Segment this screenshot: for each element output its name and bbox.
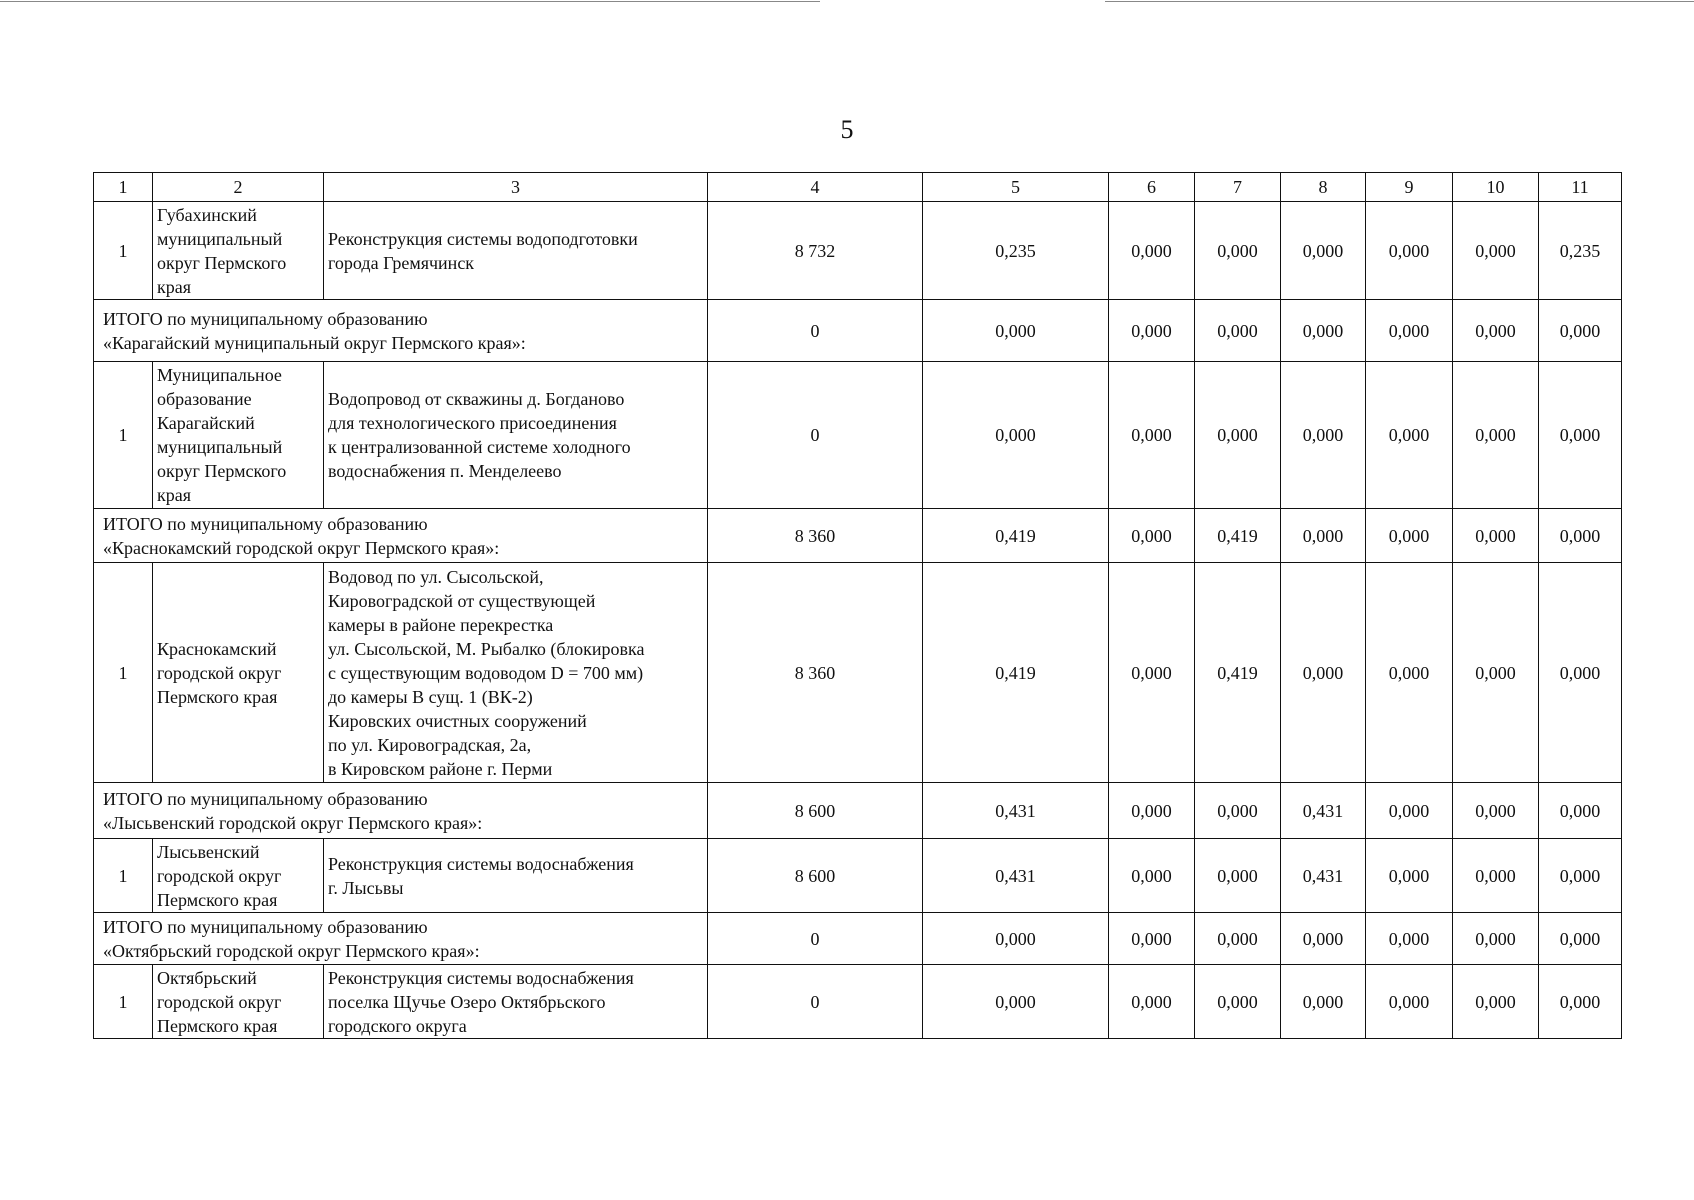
value-cell: 0,000 [1195, 202, 1281, 300]
municipality-cell [153, 965, 324, 1039]
project-cell [324, 839, 708, 913]
project-line: ул. Сысольской, М. Рыбалко (блокировка [328, 638, 645, 659]
total-label-line: «Лысьвенский городской округ Пермского края»: [103, 812, 483, 833]
total-label [94, 300, 708, 362]
value-cell: 0,000 [1195, 913, 1281, 965]
value-cell: 0,000 [1539, 965, 1622, 1039]
value-cell: 0,000 [1281, 965, 1366, 1039]
project-line: Реконструкция системы водоподготовки [328, 228, 638, 249]
project-line: с существующим водоводом D = 700 мм) [328, 662, 644, 683]
table-body [94, 173, 1622, 1039]
value-cell: 0,431 [923, 783, 1109, 839]
value-cell: 0,235 [923, 202, 1109, 300]
value-cell: 0,000 [923, 300, 1109, 362]
value-cell: 0,000 [923, 913, 1109, 965]
municipality-line: Карагайский [157, 413, 255, 433]
total-label-line: ИТОГО по муниципальному образованию [103, 788, 428, 809]
project-line: к централизованной системе холодного [328, 437, 631, 457]
value-cell: 0,000 [1453, 563, 1539, 783]
value-cell: 0 [708, 965, 923, 1039]
value-cell: 0,000 [1109, 509, 1195, 563]
value-cell: 0 [708, 913, 923, 965]
value-cell: 0,000 [1453, 965, 1539, 1039]
total-label-line: «Карагайский муниципальный округ Пермского края»: [103, 332, 526, 353]
project-line: до камеры В сущ. 1 (ВК-2) [328, 686, 533, 707]
value-cell: 0,000 [1539, 913, 1622, 965]
table-row [94, 563, 1622, 783]
value-cell: 0,000 [1366, 362, 1453, 509]
column-number: 9 [1366, 173, 1453, 202]
row-number: 1 [94, 965, 153, 1039]
project-line: Кировских очистных сооружений [328, 710, 587, 731]
value-cell: 0 [708, 362, 923, 509]
value-cell: 0,000 [1195, 839, 1281, 913]
value-cell: 0,000 [1109, 783, 1195, 839]
table-row [94, 839, 1622, 913]
project-line: по ул. Кировоградская, 2а, [328, 734, 532, 755]
value-cell: 0,000 [1195, 965, 1281, 1039]
total-row [94, 300, 1622, 362]
project-line: водоснабжения п. Менделеево [328, 461, 562, 481]
value-cell: 0,000 [1281, 202, 1366, 300]
project-line: города Гремячинск [328, 252, 475, 273]
project-cell [324, 965, 708, 1039]
column-number: 3 [324, 173, 708, 202]
value-cell: 0 [708, 300, 923, 362]
value-cell: 0,000 [1366, 783, 1453, 839]
row-number: 1 [94, 563, 153, 783]
value-cell: 0,000 [1453, 839, 1539, 913]
value-cell: 0,000 [1366, 563, 1453, 783]
value-cell: 0,419 [923, 509, 1109, 563]
value-cell: 0,000 [1109, 202, 1195, 300]
table-row [94, 202, 1622, 300]
municipality-line: городской округ [157, 662, 282, 683]
total-row [94, 913, 1622, 965]
value-cell: 0,000 [1366, 839, 1453, 913]
municipality-line: края [157, 485, 192, 505]
total-row [94, 509, 1622, 563]
project-line: в Кировском районе г. Перми [328, 758, 553, 779]
value-cell: 0,000 [1453, 913, 1539, 965]
column-number: 2 [153, 173, 324, 202]
value-cell: 8 360 [708, 509, 923, 563]
value-cell: 0,000 [1109, 839, 1195, 913]
total-label-line: ИТОГО по муниципальному образованию [103, 308, 428, 329]
municipality-line: муниципальный [157, 228, 283, 249]
project-line: Водопровод от скважины д. Богданово [328, 389, 625, 409]
municipality-line: городской округ [157, 865, 282, 886]
project-cell [324, 202, 708, 300]
municipality-line: муниципальный [157, 437, 283, 457]
value-cell: 0,000 [1539, 509, 1622, 563]
municipality-line: Пермского края [157, 1015, 278, 1036]
municipality-line: Губахинский [157, 204, 257, 225]
municipality-line: Пермского края [157, 889, 278, 910]
value-cell: 0,000 [1539, 300, 1622, 362]
value-cell: 0,000 [1281, 563, 1366, 783]
municipality-line: округ Пермского [157, 252, 287, 273]
value-cell: 0,000 [1366, 202, 1453, 300]
row-number: 1 [94, 202, 153, 300]
municipality-cell [153, 362, 324, 509]
municipality-cell [153, 563, 324, 783]
value-cell: 0,000 [1453, 362, 1539, 509]
value-cell: 0,419 [1195, 563, 1281, 783]
value-cell: 0,000 [1281, 913, 1366, 965]
project-line: г. Лысьвы [328, 877, 404, 898]
project-line: городского округа [328, 1015, 467, 1036]
column-number: 5 [923, 173, 1109, 202]
value-cell: 0,000 [1195, 783, 1281, 839]
project-cell [324, 362, 708, 509]
municipality-line: Краснокамский [157, 638, 277, 659]
value-cell: 0,000 [1539, 783, 1622, 839]
value-cell: 0,431 [1281, 839, 1366, 913]
value-cell: 0,419 [1195, 509, 1281, 563]
value-cell: 0,000 [1539, 563, 1622, 783]
data-table [93, 172, 1622, 1039]
value-cell: 0,235 [1539, 202, 1622, 300]
value-cell: 0,000 [923, 965, 1109, 1039]
value-cell: 0,000 [1453, 783, 1539, 839]
municipality-cell [153, 202, 324, 300]
total-label-line: «Краснокамский городской округ Пермского края»: [103, 537, 500, 558]
column-number: 4 [708, 173, 923, 202]
value-cell: 0,000 [1366, 913, 1453, 965]
value-cell: 8 360 [708, 563, 923, 783]
project-line: для технологического присоединения [328, 413, 617, 433]
municipality-line: образование [157, 389, 252, 409]
column-number: 7 [1195, 173, 1281, 202]
project-line: Реконструкция системы водоснабжения [328, 853, 634, 874]
total-label [94, 509, 708, 563]
column-number: 1 [94, 173, 153, 202]
project-line: Водовод по ул. Сысольской, [328, 566, 544, 587]
value-cell: 0,000 [1109, 913, 1195, 965]
table-row [94, 362, 1622, 509]
municipality-line: Пермского края [157, 686, 278, 707]
value-cell: 0,000 [1539, 362, 1622, 509]
value-cell: 8 732 [708, 202, 923, 300]
table-row [94, 965, 1622, 1039]
municipality-line: Октябрьский [157, 967, 257, 988]
row-number: 1 [94, 839, 153, 913]
total-label-line: ИТОГО по муниципальному образованию [103, 916, 428, 937]
total-label [94, 783, 708, 839]
total-label [94, 913, 708, 965]
value-cell: 0,000 [923, 362, 1109, 509]
total-row [94, 783, 1622, 839]
value-cell: 0,000 [1453, 509, 1539, 563]
value-cell: 0,000 [1453, 300, 1539, 362]
value-cell: 0,000 [1109, 362, 1195, 509]
municipality-line: Лысьвенский [157, 841, 260, 862]
value-cell: 0,431 [923, 839, 1109, 913]
column-number-row [94, 173, 1622, 202]
value-cell: 0,419 [923, 563, 1109, 783]
value-cell: 0,000 [1366, 509, 1453, 563]
project-line: Реконструкция системы водоснабжения [328, 967, 634, 988]
column-number: 8 [1281, 173, 1366, 202]
value-cell: 0,000 [1109, 300, 1195, 362]
row-number: 1 [94, 362, 153, 509]
scan-edge-left [0, 1, 820, 2]
value-cell: 8 600 [708, 839, 923, 913]
value-cell: 0,000 [1109, 965, 1195, 1039]
project-line: камеры в районе перекрестка [328, 614, 554, 635]
value-cell: 0,000 [1195, 300, 1281, 362]
scan-edge-right [1105, 1, 1694, 2]
value-cell: 0,000 [1366, 300, 1453, 362]
project-line: Кировоградской от существующей [328, 590, 596, 611]
page-number: 5 [840, 115, 854, 144]
value-cell: 0,000 [1281, 300, 1366, 362]
value-cell: 0,000 [1366, 965, 1453, 1039]
value-cell: 8 600 [708, 783, 923, 839]
value-cell: 0,431 [1281, 783, 1366, 839]
municipality-cell [153, 839, 324, 913]
project-line: поселка Щучье Озеро Октябрьского [328, 991, 606, 1012]
value-cell: 0,000 [1281, 509, 1366, 563]
value-cell: 0,000 [1281, 362, 1366, 509]
municipality-line: округ Пермского [157, 461, 287, 481]
total-label-line: «Октябрьский городской округ Пермского края»: [103, 940, 480, 961]
value-cell: 0,000 [1453, 202, 1539, 300]
column-number: 10 [1453, 173, 1539, 202]
municipality-line: городской округ [157, 991, 282, 1012]
value-cell: 0,000 [1109, 563, 1195, 783]
value-cell: 0,000 [1195, 362, 1281, 509]
total-label-line: ИТОГО по муниципальному образованию [103, 513, 428, 534]
value-cell: 0,000 [1539, 839, 1622, 913]
municipality-line: края [157, 276, 192, 297]
column-number: 6 [1109, 173, 1195, 202]
column-number: 11 [1539, 173, 1622, 202]
project-cell [324, 563, 708, 783]
municipality-line: Муниципальное [157, 365, 282, 385]
